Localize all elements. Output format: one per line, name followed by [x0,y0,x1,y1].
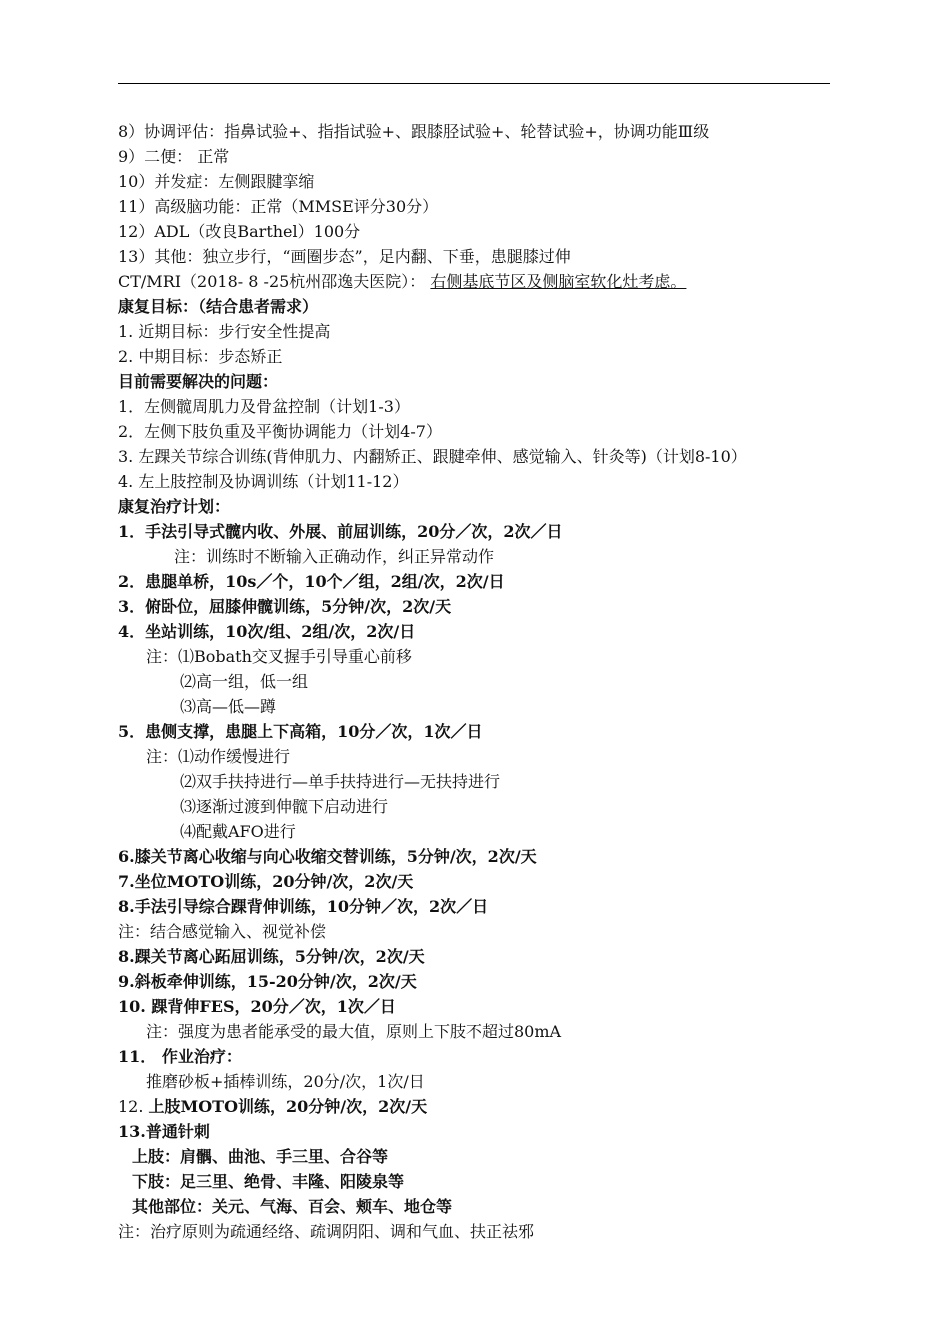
plan-note-sub: ⑵双手扶持进行—单手扶持进行—无扶持进行 [180,772,501,791]
acupuncture-lower: 下肢：足三里、绝骨、丰隆、阳陵泉等 [132,1172,405,1191]
plan-item: 6.膝关节离心收缩与向心收缩交替训练，5分钟/次，2次/天 [118,847,537,866]
other-findings: 13）其他：独立步行，“画圈步态”，足内翻、下垂，患腿膝过伸 [118,247,571,266]
plan-note: 注：⑴动作缓慢进行 [146,747,291,766]
plan-item: 5．患侧支撑，患腿上下高箱，10分／次，1次／日 [118,722,483,741]
goal-short-term: 1. 近期目标：步行安全性提高 [118,322,331,341]
plan-item: 3．俯卧位，屈膝伸髋训练，5分钟/次，2次/天 [118,597,452,616]
plan-item: 7.坐位MOTO训练，20分钟/次，2次/天 [118,872,414,891]
imaging-label: CT/MRI（2018- 8 -25杭州邵逸夫医院）： [118,272,426,291]
plan-item: 9.斜板牵伸训练，15-20分钟/次，2次/天 [118,972,417,991]
plan-item-text: 上肢MOTO训练，20分钟/次，2次/天 [148,1097,428,1116]
plan-item: 8.手法引导综合踝背伸训练，10分钟／次，2次／日 [118,897,489,916]
plan-note: 注：结合感觉输入、视觉补偿 [118,922,327,941]
header-rule [118,83,830,84]
plan-note: 注：强度为患者能承受的最大值，原则上下肢不超过80mA [146,1022,562,1041]
plan-item: 10. 踝背伸FES，20分／次，1次／日 [118,997,396,1016]
section-heading-goals: 康复目标：（结合患者需求） [118,297,319,316]
imaging-line [118,269,848,294]
section-heading-plan: 康复治疗计划： [118,497,231,516]
plan-item-number: 12. [118,1097,149,1116]
section-heading-problems: 目前需要解决的问题： [118,372,279,391]
goal-mid-term: 2. 中期目标：步态矫正 [118,347,283,366]
problem-item: 2．左侧下肢负重及平衡协调能力（计划4-7） [118,422,442,441]
adl-score: 12）ADL（改良Barthel）100分 [118,222,361,241]
higher-brain-function: 11）高级脑功能：正常（MMSE评分30分） [118,197,439,216]
bowel-bladder: 9）二便： 正常 [118,147,230,166]
plan-item: 2．患腿单桥，10s／个，10个／组，2组/次，2次/日 [118,572,505,591]
plan-note-sub: ⑶高—低—蹲 [180,697,277,716]
coordination-assessment: 8）协调评估：指鼻试验+、指指试验+、跟膝胫试验+、轮替试验+，协调功能Ⅲ级 [118,122,710,141]
plan-item [118,1094,848,1119]
acupuncture-other: 其他部位：关元、气海、百会、颊车、地仓等 [132,1197,453,1216]
acupuncture-upper: 上肢：肩髃、曲池、手三里、合谷等 [132,1147,389,1166]
problem-item: 4. 左上肢控制及协调训练（计划11-12） [118,472,409,491]
problem-item: 3. 左踝关节综合训练(背伸肌力、内翻矫正、跟腱牵伸、感觉输入、针灸等)（计划8-10） [118,447,747,466]
complications: 10）并发症：左侧跟腱挛缩 [118,172,315,191]
plan-note: 注：⑴Bobath交叉握手引导重心前移 [146,647,412,666]
plan-item: 8.踝关节离心跖屈训练，5分钟/次，2次/天 [118,947,425,966]
plan-note: 注：治疗原则为疏通经络、疏调阴阳、调和气血、扶正祛邪 [118,1222,535,1241]
imaging-finding: 右侧基底节区及侧脑室软化灶考虑。 [430,272,687,291]
plan-note: 注：训练时不断输入正确动作，纠正异常动作 [174,547,495,566]
plan-note-sub: ⑷配戴AFO进行 [180,822,296,841]
plan-note-sub: ⑵高一组，低一组 [180,672,309,691]
plan-item: 1．手法引导式髋内收、外展、前屈训练，20分／次，2次／日 [118,522,563,541]
plan-note: 推磨砂板+插棒训练，20分/次，1次/日 [146,1072,425,1091]
plan-item: 4．坐站训练，10次/组、2组/次，2次/日 [118,622,416,641]
document-body [118,119,848,1244]
plan-item: 13.普通针刺 [118,1122,210,1141]
plan-item: 11． 作业治疗： [118,1047,242,1066]
plan-note-sub: ⑶逐渐过渡到伸髋下启动进行 [180,797,389,816]
problem-item: 1．左侧髋周肌力及骨盆控制（计划1-3） [118,397,410,416]
